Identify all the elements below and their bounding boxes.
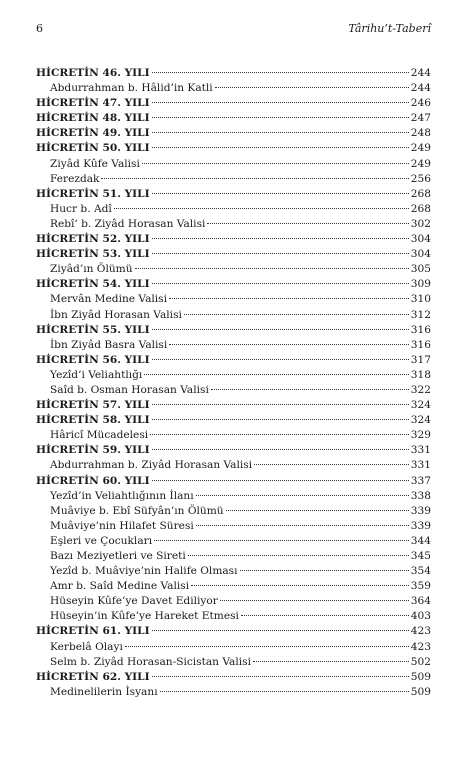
toc-label: HİCRETİN 53. YILI (36, 248, 150, 261)
dot-leader (152, 146, 409, 148)
toc-label: HİCRETİN 55. YILI (36, 323, 150, 336)
toc-label: HİCRETİN 59. YILI (36, 444, 150, 457)
toc-page-number: 331 (410, 444, 431, 457)
toc-page-number: 324 (410, 414, 431, 427)
toc-entry-row[interactable] (36, 458, 431, 473)
toc-page-number: 344 (410, 534, 431, 547)
toc-page-number: 256 (410, 172, 431, 185)
toc-entry-row[interactable] (36, 383, 431, 398)
toc-label: HİCRETİN 56. YILI (36, 353, 150, 366)
toc-page-number: 317 (410, 353, 431, 366)
toc-page-number: 359 (410, 580, 431, 593)
toc-label: HİCRETİN 50. YILI (36, 142, 150, 155)
toc-heading-row[interactable] (36, 413, 431, 428)
toc-label: HİCRETİN 47. YILI (36, 97, 150, 110)
dot-leader (152, 252, 409, 254)
toc-page-number: 244 (410, 82, 431, 95)
dot-leader (152, 629, 409, 631)
toc-page-number: 423 (410, 640, 431, 653)
toc-page-number: 345 (410, 550, 431, 562)
dot-leader (150, 433, 409, 435)
toc-entry-row[interactable] (36, 292, 431, 307)
toc-heading-row[interactable] (36, 443, 431, 458)
toc-entry-row[interactable] (36, 504, 431, 519)
dot-leader (152, 116, 409, 118)
dot-leader (101, 177, 408, 179)
toc-label: Ferezdak (50, 172, 100, 185)
toc-page-number: 304 (410, 233, 431, 246)
toc-heading-row[interactable] (36, 277, 431, 292)
toc-entry-row[interactable] (36, 338, 431, 353)
toc-heading-row[interactable] (36, 96, 431, 111)
toc-heading-row[interactable] (36, 474, 431, 489)
toc-entry-row[interactable] (36, 685, 431, 700)
toc-entry-row[interactable] (36, 519, 431, 534)
toc-entry-row[interactable] (36, 308, 431, 323)
toc-label: Yezîd’in Veliahtlığının İlanı (50, 489, 194, 502)
toc-heading-row[interactable] (36, 111, 431, 126)
toc-heading-row[interactable] (36, 126, 431, 141)
dot-leader (152, 192, 409, 194)
toc-heading-row[interactable] (36, 187, 431, 202)
toc-page-number: 331 (410, 459, 431, 472)
toc-page-number: 316 (410, 338, 431, 351)
dot-leader (135, 267, 409, 269)
toc-entry-row[interactable] (36, 489, 431, 504)
dot-leader (152, 358, 409, 360)
toc-page-number: 338 (410, 489, 431, 502)
toc-page-number: 339 (410, 504, 431, 517)
dot-leader (142, 162, 409, 164)
toc-entry-row[interactable] (36, 81, 431, 96)
toc-page-number: 502 (410, 655, 431, 668)
toc-label: HİCRETİN 61. YILI (36, 625, 150, 638)
toc-label: HİCRETİN 49. YILI (36, 127, 150, 140)
toc-heading-row[interactable] (36, 323, 431, 338)
dot-leader (152, 131, 409, 133)
toc-heading-row[interactable] (36, 624, 431, 639)
toc-entry-row[interactable] (36, 549, 431, 564)
toc-page-number: 354 (410, 565, 431, 578)
toc-label: Hâricî Mücadelesi (50, 429, 149, 442)
toc-page-number: 244 (410, 67, 431, 79)
toc-entry-row[interactable] (36, 655, 431, 670)
dot-leader (226, 509, 409, 511)
dot-leader (241, 614, 409, 616)
toc-heading-row[interactable] (36, 353, 431, 368)
toc-entry-row[interactable] (36, 157, 431, 172)
dot-leader (114, 207, 409, 209)
dot-leader (152, 328, 409, 330)
toc-label: İbn Ziyâd Basra Valisi (50, 338, 168, 351)
toc-entry-row[interactable] (36, 564, 431, 579)
toc-page-number: 337 (410, 474, 431, 487)
toc-heading-row[interactable] (36, 247, 431, 262)
toc-page-number: 509 (410, 685, 431, 698)
dot-leader (207, 222, 408, 224)
toc-entry-row[interactable] (36, 609, 431, 624)
toc-entry-row[interactable] (36, 262, 431, 277)
toc-label: HİCRETİN 57. YILI (36, 399, 150, 412)
toc-label: Ziyâd’ın Ölümü (50, 263, 133, 276)
toc-label: Muâviye b. Ebî Süfyân’ın Ölümü (50, 504, 224, 517)
toc-label: Bazı Meziyetleri ve Sireti (50, 550, 186, 562)
toc-label: HİCRETİN 60. YILI (36, 474, 150, 487)
toc-label: Selm b. Ziyâd Horasan-Sicistan Valisi (50, 655, 251, 668)
toc-label: Kerbelâ Olayı (50, 640, 123, 653)
toc-label: Yezîd’i Veliahtlığı (50, 368, 143, 381)
toc-label: Hucr b. Adî (50, 202, 112, 215)
dot-leader (152, 448, 409, 450)
toc-label: Eşleri ve Çocukları (50, 534, 153, 547)
toc-entry-row[interactable] (36, 640, 431, 655)
dot-leader (152, 71, 409, 73)
running-title: Târihu’t-Taberî (348, 22, 431, 35)
toc-page-number: 247 (410, 112, 431, 125)
toc-label: HİCRETİN 46. YILI (36, 67, 150, 79)
toc-page-number: 309 (410, 278, 431, 291)
toc-page-number: 305 (410, 263, 431, 276)
toc-entry-row[interactable] (36, 202, 431, 217)
dot-leader (240, 569, 409, 571)
toc-entry-row[interactable] (36, 428, 431, 443)
toc-entry-row[interactable] (36, 594, 431, 609)
dot-leader (154, 539, 409, 541)
toc-entry-row[interactable] (36, 368, 431, 383)
toc-page-number: 329 (410, 429, 431, 442)
page-header (36, 22, 431, 38)
toc-page-number: 268 (410, 202, 431, 215)
toc-label: Ziyâd Kûfe Valisi (50, 157, 140, 170)
toc-entry-row[interactable] (36, 579, 431, 594)
toc-entry-row[interactable] (36, 534, 431, 549)
toc-page-number: 364 (410, 595, 431, 608)
dot-leader (144, 373, 408, 375)
toc-label: İbn Ziyâd Horasan Valisi (50, 308, 182, 321)
dot-leader (125, 645, 409, 647)
dot-leader (254, 463, 409, 465)
toc-heading-row[interactable] (36, 66, 431, 81)
dot-leader (152, 282, 409, 284)
toc-heading-row[interactable] (36, 141, 431, 156)
dot-leader (196, 494, 409, 496)
toc-page-number: 423 (410, 625, 431, 638)
toc-label: HİCRETİN 48. YILI (36, 112, 150, 125)
toc-label: Abdurrahman b. Ziyâd Horasan Valisi (50, 459, 253, 472)
dot-leader (152, 237, 409, 239)
toc-entry-row[interactable] (36, 217, 431, 232)
toc-page-number: 249 (410, 142, 431, 155)
toc-entry-row[interactable] (36, 172, 431, 187)
toc-label: Saîd b. Osman Horasan Valisi (50, 383, 209, 396)
toc-heading-row[interactable] (36, 670, 431, 685)
toc-label: HİCRETİN 51. YILI (36, 187, 150, 200)
dot-leader (152, 479, 409, 481)
toc-label: Hüseyin Kûfe’ye Davet Ediliyor (50, 595, 218, 608)
toc-label: Hüseyin’in Kûfe’ye Hareket Etmesi (50, 610, 239, 623)
toc-page-number: 302 (410, 217, 431, 230)
dot-leader (191, 584, 409, 586)
dot-leader (211, 388, 409, 390)
toc-page-number: 248 (410, 127, 431, 140)
toc-page-number: 324 (410, 399, 431, 412)
toc-heading-row[interactable] (36, 232, 431, 247)
toc-page-number: 310 (410, 293, 431, 306)
toc-label: Mervân Medine Valisi (50, 293, 168, 306)
toc-page-number: 318 (410, 368, 431, 381)
toc-label: Abdurrahman b. Hâlid’in Katli (50, 82, 213, 95)
toc-label: HİCRETİN 52. YILI (36, 233, 150, 246)
dot-leader (169, 343, 409, 345)
toc-label: HİCRETİN 62. YILI (36, 670, 150, 683)
toc-page-number: 304 (410, 248, 431, 261)
toc-page-number: 339 (410, 519, 431, 532)
toc-label: Muâviye’nin Hilafet Süresi (50, 519, 194, 532)
toc-label: HİCRETİN 58. YILI (36, 414, 150, 427)
toc-page-number: 249 (410, 157, 431, 170)
dot-leader (184, 313, 409, 315)
toc-label: Medinelilerin İsyanı (50, 685, 158, 698)
toc-heading-row[interactable] (36, 398, 431, 413)
toc-page-number: 312 (410, 308, 431, 321)
toc-page-number: 322 (410, 383, 431, 396)
dot-leader (152, 403, 409, 405)
page-number: 6 (36, 22, 43, 35)
dot-leader (160, 690, 409, 692)
toc-label: Rebî‘ b. Ziyâd Horasan Valisi (50, 217, 206, 230)
dot-leader (169, 297, 409, 299)
toc-label: HİCRETİN 54. YILI (36, 278, 150, 291)
dot-leader (188, 554, 409, 556)
dot-leader (152, 418, 409, 420)
dot-leader (215, 86, 409, 88)
dot-leader (152, 101, 409, 103)
dot-leader (253, 660, 409, 662)
table-of-contents (36, 66, 431, 700)
dot-leader (196, 524, 409, 526)
toc-label: Yezîd b. Muâviye’nin Halife Olması (50, 565, 238, 578)
dot-leader (220, 599, 409, 601)
dot-leader (152, 675, 409, 677)
toc-page-number: 246 (410, 97, 431, 110)
toc-page-number: 403 (410, 610, 431, 623)
toc-label: Amr b. Saîd Medine Valisi (50, 580, 190, 593)
toc-page-number: 316 (410, 323, 431, 336)
toc-page-number: 509 (410, 670, 431, 683)
toc-page-number: 268 (410, 187, 431, 200)
